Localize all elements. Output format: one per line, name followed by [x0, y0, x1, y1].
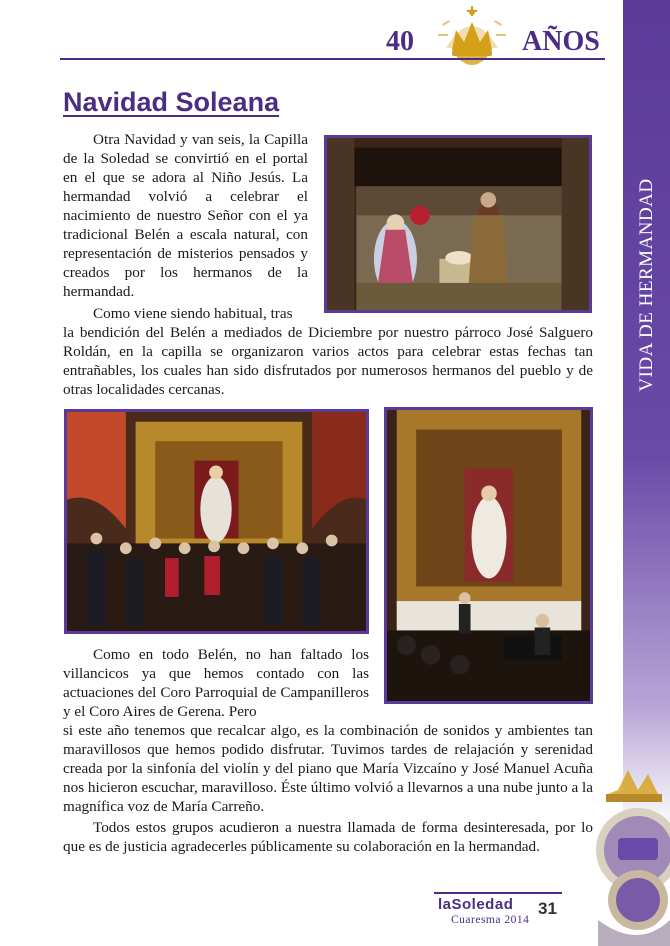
article-title: Navidad Soleana	[63, 87, 280, 117]
brotherhood-crest-icon	[578, 760, 670, 946]
altar-photo	[384, 407, 593, 704]
section-label: VIDA DE HERMANDAD	[636, 178, 657, 392]
header-word: AÑOS	[522, 26, 600, 57]
footer-brand: laSoledad	[438, 896, 514, 913]
choir-photo	[64, 409, 369, 634]
paragraph-3: si este año tenemos que recalcar algo, es la combinación de sonidos y ambientes tan maravillosos que hemos podido disfrutar. Tuvimos tardes de relajación y serenidad creada por la sinfonía del violín y del piano que María Vizcaíno y José Manuel Acuña nos hicieron escuchar, maravilloso. Éste último volvió a llevarnos a una nube junto a la magnífica voz de María Carreño.	[63, 722, 593, 815]
paragraph-3-lead: Como en todo Belén, no han faltado los villancicos ya que hemos contado con las actuaciones del Coro Parroquial de Campanilleros y el Coro Aires de Gerena. Pero	[63, 646, 369, 720]
section-sidebar	[623, 0, 670, 830]
header-rule	[60, 58, 605, 60]
nativity-scene-illustration	[327, 138, 589, 310]
paragraph-1: Otra Navidad y van seis, la Capilla de la Soledad se convirtió en el portal en el que se adora al Niño Jesús. La hermandad volvió a celebrar el nacimiento de nuestro Señor con el ya tradicional Belén a escala natural, con representación de misterios pensados y creados por los hermanos de la hermandad.	[63, 131, 308, 300]
page-number: 31	[538, 899, 557, 918]
altar-scene-illustration	[387, 410, 590, 701]
nativity-photo	[324, 135, 592, 313]
footer-rule	[434, 892, 562, 894]
paragraph-2: la bendición del Belén a mediados de Diciembre por nuestro párroco José Salguero Roldán, en la capilla se organizaron varios actos para celebrar estas fechas tan entrañables, los cuales han sido disfrutados por numerosos hermanos del pueblo y de otras localidades cercanas.	[63, 324, 593, 398]
paragraph-4: Todos estos grupos acudieron a nuestra llamada de forma desinteresada, por lo que es de justicia agradecerles públicamente su colaboración en la hermandad.	[63, 819, 593, 855]
paragraph-2-lead: Como viene siendo habitual, tras	[93, 305, 293, 322]
footer-issue: Cuaresma 2014	[451, 914, 530, 926]
header-number: 40	[386, 26, 414, 57]
choir-scene-illustration	[67, 412, 366, 631]
crown-emblem-icon	[432, 4, 512, 74]
